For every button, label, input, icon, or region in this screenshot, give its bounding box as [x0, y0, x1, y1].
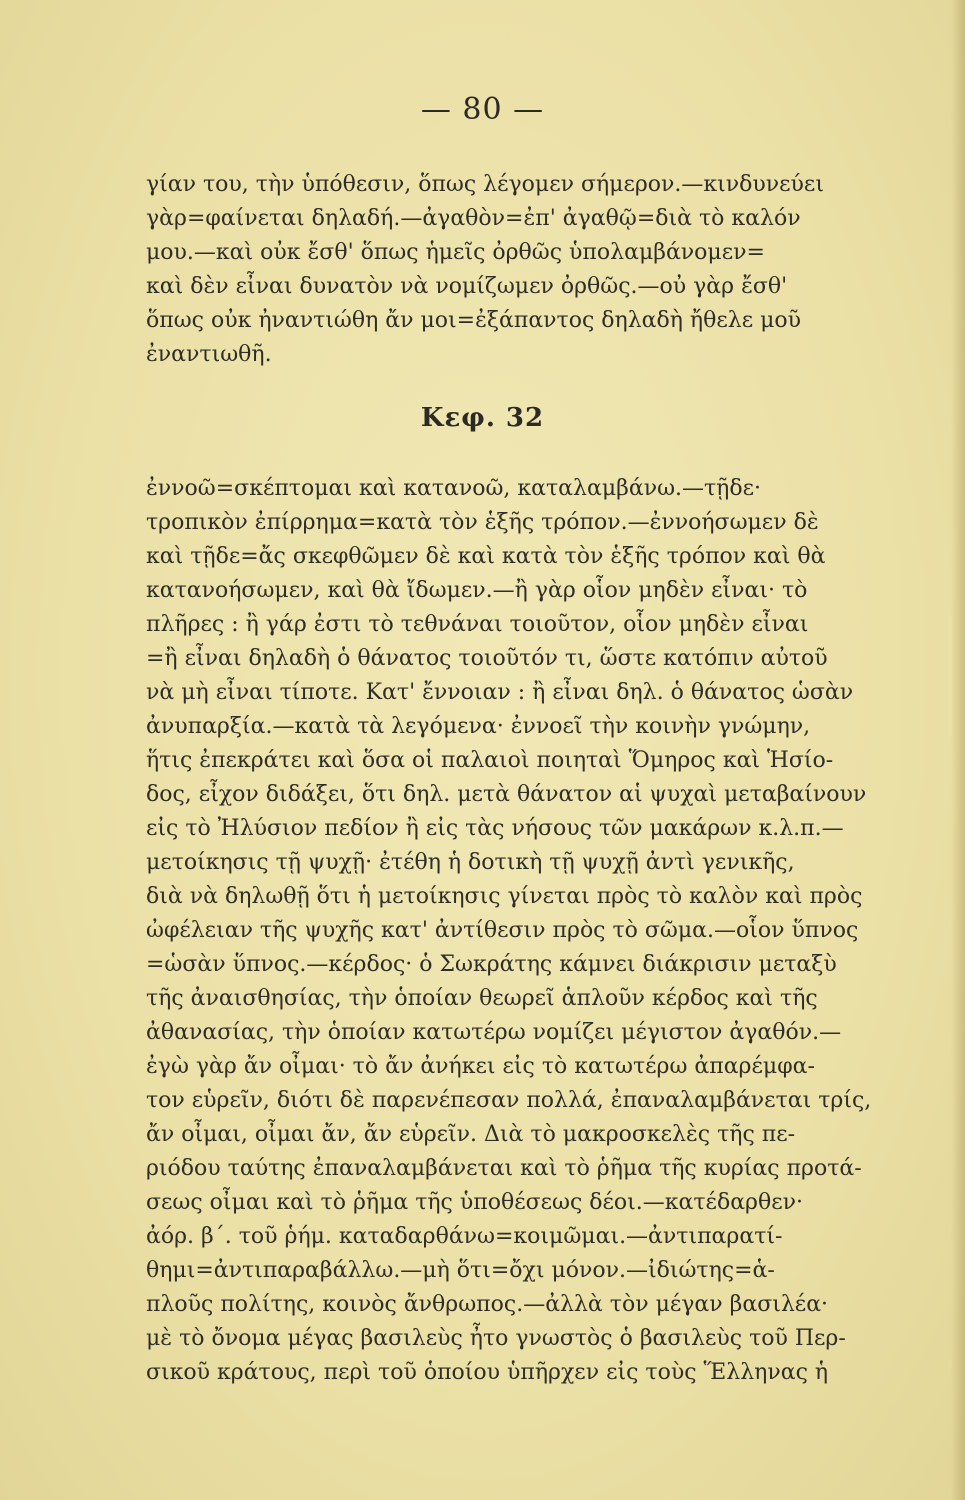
text-line: γὰρ=φαίνεται δηλαδή.—ἀγαθὸν=ἐπ' ἀγαθῷ=διὰ τὸ καλόν: [146, 206, 801, 231]
text-line: ὠφέλειαν τῆς ψυχῆς κατ' ἀντίθεσιν πρὸς τὸ σῶμα.—οἷον ὕπνος: [146, 918, 859, 943]
text-line: διὰ νὰ δηλωθῇ ὅτι ἡ μετοίκησις γίνεται πρὸς τὸ καλὸν καὶ πρὸς: [146, 884, 863, 909]
text-line: καὶ δὲν εἶναι δυνατὸν νὰ νομίζωμεν ὀρθῶς.—οὐ γὰρ ἔσθ': [146, 274, 788, 299]
text-line: ἀόρ. β΄. τοῦ ῥήμ. καταδαρθάνω=κοιμῶμαι.—ἀντιπαρατί-: [146, 1224, 783, 1249]
text-line: δος, εἶχον διδάξει, ὅτι δηλ. μετὰ θάνατον αἱ ψυχαὶ μεταβαίνουν: [146, 782, 867, 807]
text-line: εἰς τὸ Ἠλύσιον πεδίον ἢ εἰς τὰς νήσους τῶν μακάρων κ.λ.π.—: [146, 816, 844, 841]
text-line: μου.—καὶ οὐκ ἔσθ' ὅπως ἡμεῖς ὀρθῶς ὑπολαμβάνομεν=: [146, 240, 765, 265]
text-line: ἐγὼ γὰρ ἄν οἶμαι· τὸ ἄν ἀνήκει εἰς τὸ κατωτέρω ἀπαρέμφα-: [146, 1054, 815, 1079]
page-number: — 80 —: [420, 92, 545, 127]
text-line: ἄν οἶμαι, οἶμαι ἄν, ἄν εὑρεῖν. Διὰ τὸ μακροσκελὲς τῆς πε-: [146, 1122, 796, 1147]
text-line: σικοῦ κράτους, περὶ τοῦ ὁποίου ὑπῆρχεν εἰς τοὺς Ἕλληνας ἡ: [146, 1360, 829, 1385]
text-line: τροπικὸν ἐπίρρημα=κατὰ τὸν ἑξῆς τρόπον.—ἐννοήσωμεν δὲ: [146, 510, 819, 535]
page-edge-shadow: [951, 0, 965, 1500]
text-line: καὶ τῇδε=ἄς σκεφθῶμεν δὲ καὶ κατὰ τὸν ἑξῆς τρόπον καὶ θὰ: [146, 544, 826, 569]
text-line: ἐννοῶ=σκέπτομαι καὶ κατανοῶ, καταλαμβάνω.—τῇδε·: [146, 476, 761, 501]
text-line: ἥτις ἐπεκράτει καὶ ὅσα οἱ παλαιοὶ ποιηταὶ Ὅμηρος καὶ Ἡσίο-: [146, 748, 834, 773]
text-line: σεως οἶμαι καὶ τὸ ῥῆμα τῆς ὑποθέσεως δέοι.—κατέδαρθεν·: [146, 1190, 803, 1215]
chapter-heading: Κεφ. 32: [420, 403, 545, 433]
text-line: γίαν του, τὴν ὑπόθεσιν, ὅπως λέγομεν σήμερον.—κινδυνεύει: [146, 172, 824, 197]
text-line: ἐναντιωθῆ.: [146, 342, 272, 367]
text-line: θημι=ἀντιπαραβάλλω.—μὴ ὅτι=ὄχι μόνον.—ἰδιώτης=ἁ-: [146, 1258, 775, 1283]
text-line: ἀνυπαρξία.—κατὰ τὰ λεγόμενα· ἐννοεῖ τὴν κοινὴν γνώμην,: [146, 714, 811, 739]
text-line: =ἢ εἶναι δηλαδὴ ὁ θάνατος τοιοῦτόν τι, ὥστε κατόπιν αὐτοῦ: [146, 646, 828, 671]
text-line: ριόδου ταύτης ἐπαναλαμβάνεται καὶ τὸ ῥῆμα τῆς κυρίας προτά-: [146, 1156, 862, 1181]
text-line: ὅπως οὐκ ἠναντιώθη ἄν μοι=ἐξάπαντος δηλαδὴ ἤθελε μοῦ: [146, 308, 802, 333]
text-line: τῆς ἀναισθησίας, τὴν ὁποίαν θεωρεῖ ἁπλοῦν κέρδος καὶ τῆς: [146, 986, 818, 1011]
text-line: τον εὑρεῖν, διότι δὲ παρενέπεσαν πολλά, ἐπαναλαμβάνεται τρίς,: [146, 1088, 872, 1113]
text-line: μὲ τὸ ὄνομα μέγας βασιλεὺς ἦτο γνωστὸς ὁ βασιλεὺς τοῦ Περ-: [146, 1326, 846, 1351]
text-line: ἀθανασίας, τὴν ὁποίαν κατωτέρω νομίζει μέγιστον ἀγαθόν.—: [146, 1020, 842, 1045]
text-line: νὰ μὴ εἶναι τίποτε. Κατ' ἔννοιαν : ἢ εἶναι δηλ. ὁ θάνατος ὡσὰν: [146, 680, 854, 705]
text-line: πλοῦς πολίτης, κοινὸς ἄνθρωπος.—ἀλλὰ τὸν μέγαν βασιλέα·: [146, 1292, 829, 1317]
text-line: =ὡσὰν ὕπνος.—κέρδος· ὁ Σωκράτης κάμνει διάκρισιν μεταξὺ: [146, 952, 837, 977]
text-line: πλῆρες : ἢ γάρ ἐστι τὸ τεθνάναι τοιοῦτον, οἷον μηδὲν εἶναι: [146, 612, 809, 637]
text-line: μετοίκησις τῇ ψυχῇ· ἐτέθη ἡ δοτικὴ τῇ ψυχῇ ἀντὶ γενικῆς,: [146, 850, 795, 875]
text-line: κατανοήσωμεν, καὶ θὰ ἴδωμεν.—ἢ γὰρ οἷον μηδὲν εἶναι· τὸ: [146, 578, 808, 603]
